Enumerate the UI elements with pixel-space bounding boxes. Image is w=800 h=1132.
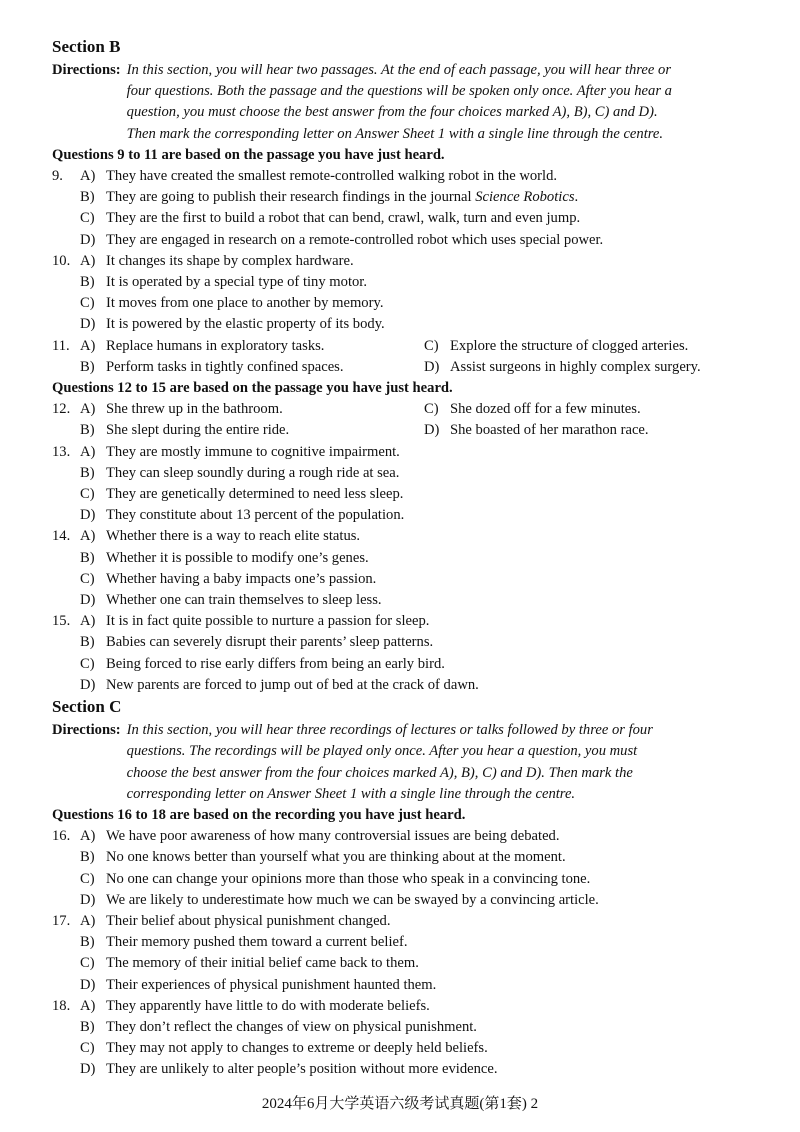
option-letter: C)	[80, 210, 95, 227]
question-number: 9.	[52, 168, 63, 185]
question-number: 12.	[52, 401, 71, 418]
option-b: They don’t reflect the changes of view on physical punishment.	[106, 1018, 477, 1035]
option-letter: D)	[80, 231, 96, 248]
option-letter: C)	[424, 337, 439, 354]
option-c: The memory of their initial belief came back to them.	[106, 955, 419, 972]
option-letter: C)	[80, 1040, 95, 1057]
option-b: They can sleep soundly during a rough ride at sea.	[106, 464, 400, 481]
question-number: 10.	[52, 252, 71, 269]
option-a: She threw up in the bathroom.	[106, 401, 283, 418]
option-letter: A)	[80, 168, 96, 185]
option-c: It moves from one place to another by memory.	[106, 295, 384, 312]
journal-name: Science Robotics	[475, 189, 575, 206]
option-c: They are the first to build a robot that can bend, crawl, walk, turn and even jump.	[106, 210, 581, 227]
directions-label: Directions:	[52, 62, 121, 78]
option-a: They have created the smallest remote-controlled walking robot in the world.	[106, 168, 558, 185]
question-number: 15.	[52, 613, 71, 630]
directions-line: Then mark the corresponding letter on Answer Sheet 1 with a single line through the centre.	[126, 125, 664, 142]
question-number: 11.	[52, 337, 70, 354]
directions-line: In this section, you will hear two passages. At the end of each passage, you will hear three or	[126, 62, 672, 78]
option-letter: B)	[80, 549, 95, 566]
question-16	[52, 826, 760, 911]
option-letter: C)	[80, 955, 95, 972]
option-letter: C)	[80, 295, 95, 312]
directions-text	[127, 720, 653, 805]
option-d: We are likely to underestimate how much we can be swayed by a convincing article.	[106, 891, 599, 908]
option-letter: C)	[424, 401, 439, 418]
option-d: She boasted of her marathon race.	[450, 422, 649, 439]
option-c: They may not apply to changes to extreme or deeply held beliefs.	[106, 1040, 488, 1057]
question-9	[52, 166, 760, 251]
option-d: They constitute about 13 percent of the population.	[106, 507, 405, 524]
directions-line: four questions. Both the passage and the questions will be spoken only once. After you hear a	[126, 83, 672, 100]
option-letter: D)	[80, 976, 96, 993]
option-letter: B)	[80, 634, 95, 651]
option-b-end: .	[574, 189, 579, 206]
directions-line: choose the best answer from the four choices marked A), B), C) and D). Then mark the	[126, 764, 633, 781]
option-c: No one can change your opinions more than those who speak in a convincing tone.	[106, 870, 591, 887]
question-15	[52, 611, 760, 696]
option-letter: C)	[80, 870, 95, 887]
question-group-heading: Questions 9 to 11 are based on the passage you have just heard.	[52, 146, 445, 163]
option-d: New parents are forced to jump out of bed at the crack of dawn.	[106, 676, 479, 693]
directions-line: corresponding letter on Answer Sheet 1 with a single line through the centre.	[126, 785, 576, 802]
option-c: She dozed off for a few minutes.	[450, 401, 641, 418]
option-letter: A)	[80, 828, 96, 845]
option-letter: A)	[80, 528, 96, 545]
question-number: 16.	[52, 828, 71, 845]
option-letter: A)	[80, 252, 96, 269]
option-letter: A)	[80, 912, 96, 929]
option-a: It is in fact quite possible to nurture a passion for sleep.	[106, 613, 430, 630]
directions-text	[127, 60, 672, 145]
option-letter: C)	[80, 655, 95, 672]
option-letter: C)	[80, 486, 95, 503]
question-11	[52, 336, 760, 378]
option-d: Whether one can train themselves to sleep less.	[106, 592, 382, 609]
option-b: It is operated by a special type of tiny motor.	[106, 274, 367, 291]
option-a: They apparently have little to do with moderate beliefs.	[106, 997, 430, 1014]
option-a: It changes its shape by complex hardware.	[106, 252, 354, 269]
question-number: 13.	[52, 443, 71, 460]
option-a: Whether there is a way to reach elite status.	[106, 528, 361, 545]
option-a: Their belief about physical punishment changed.	[106, 912, 391, 929]
option-d: They are engaged in research on a remote-controlled robot which uses special power.	[106, 231, 604, 248]
option-letter: B)	[80, 422, 95, 439]
question-number: 18.	[52, 997, 71, 1014]
option-d: They are unlikely to alter people’s position without more evidence.	[106, 1061, 498, 1078]
question-17	[52, 911, 760, 996]
question-10	[52, 251, 760, 336]
option-letter: A)	[80, 443, 96, 460]
section-c-title: Section C	[52, 697, 122, 717]
option-letter: B)	[80, 1018, 95, 1035]
option-letter: B)	[80, 464, 95, 481]
option-letter: B)	[80, 849, 95, 866]
question-group-heading: Questions 16 to 18 are based on the recording you have just heard.	[52, 806, 466, 823]
option-letter: A)	[80, 613, 96, 630]
option-c: Whether having a baby impacts one’s passion.	[106, 570, 377, 587]
option-letter: D)	[80, 1061, 96, 1078]
option-letter: D)	[80, 507, 96, 524]
option-b: She slept during the entire ride.	[106, 422, 290, 439]
option-letter: B)	[80, 189, 95, 206]
option-letter: B)	[80, 934, 95, 951]
section-b-directions	[52, 60, 760, 145]
option-letter: D)	[424, 422, 440, 439]
question-number: 14.	[52, 528, 71, 545]
option-letter: D)	[80, 316, 96, 333]
directions-line: questions. The recordings will be played only once. After you hear a question, you must	[126, 743, 638, 760]
option-b: Perform tasks in tightly confined spaces.	[106, 358, 344, 375]
option-b	[106, 187, 578, 208]
question-12	[52, 399, 760, 441]
option-b: No one knows better than yourself what you are thinking about at the moment.	[106, 849, 566, 866]
option-c: They are genetically determined to need less sleep.	[106, 486, 404, 503]
option-a: They are mostly immune to cognitive impairment.	[106, 443, 400, 460]
option-letter: C)	[80, 570, 95, 587]
option-c: Explore the structure of clogged arteries.	[450, 337, 689, 354]
option-b: Babies can severely disrupt their parents’ sleep patterns.	[106, 634, 434, 651]
question-18	[52, 996, 760, 1081]
option-b: Their memory pushed them toward a current belief.	[106, 934, 408, 951]
option-letter: A)	[80, 401, 96, 418]
option-a: Replace humans in exploratory tasks.	[106, 337, 325, 354]
option-a: We have poor awareness of how many controversial issues are being debated.	[106, 828, 560, 845]
option-c: Being forced to rise early differs from being an early bird.	[106, 655, 445, 672]
option-letter: D)	[80, 891, 96, 908]
directions-line: In this section, you will hear three recordings of lectures or talks followed by three or four	[126, 722, 653, 739]
option-d: It is powered by the elastic property of its body.	[106, 316, 385, 333]
option-letter: D)	[80, 676, 96, 693]
question-group-heading: Questions 12 to 15 are based on the passage you have just heard.	[52, 380, 453, 397]
question-number: 17.	[52, 912, 71, 929]
option-letter: B)	[80, 274, 95, 291]
option-b-text: They are going to publish their research findings in the journal	[106, 189, 476, 206]
directions-line: question, you must choose the best answer from the four choices marked A), B), C) and D).	[126, 104, 658, 121]
option-b: Whether it is possible to modify one’s genes.	[106, 549, 369, 566]
question-13	[52, 442, 760, 527]
option-letter: D)	[424, 358, 440, 375]
directions-label: Directions:	[52, 722, 121, 739]
section-c-directions	[52, 720, 760, 805]
section-b-title: Section B	[52, 37, 121, 56]
page-footer: 2024年6月大学英语六级考试真题(第1套) 2	[261, 1096, 539, 1112]
option-letter: A)	[80, 337, 96, 354]
option-letter: B)	[80, 358, 95, 375]
option-letter: D)	[80, 592, 96, 609]
option-d: Their experiences of physical punishment haunted them.	[106, 976, 437, 993]
option-letter: A)	[80, 997, 96, 1014]
option-d: Assist surgeons in highly complex surgery.	[450, 358, 701, 375]
question-14	[52, 526, 760, 611]
